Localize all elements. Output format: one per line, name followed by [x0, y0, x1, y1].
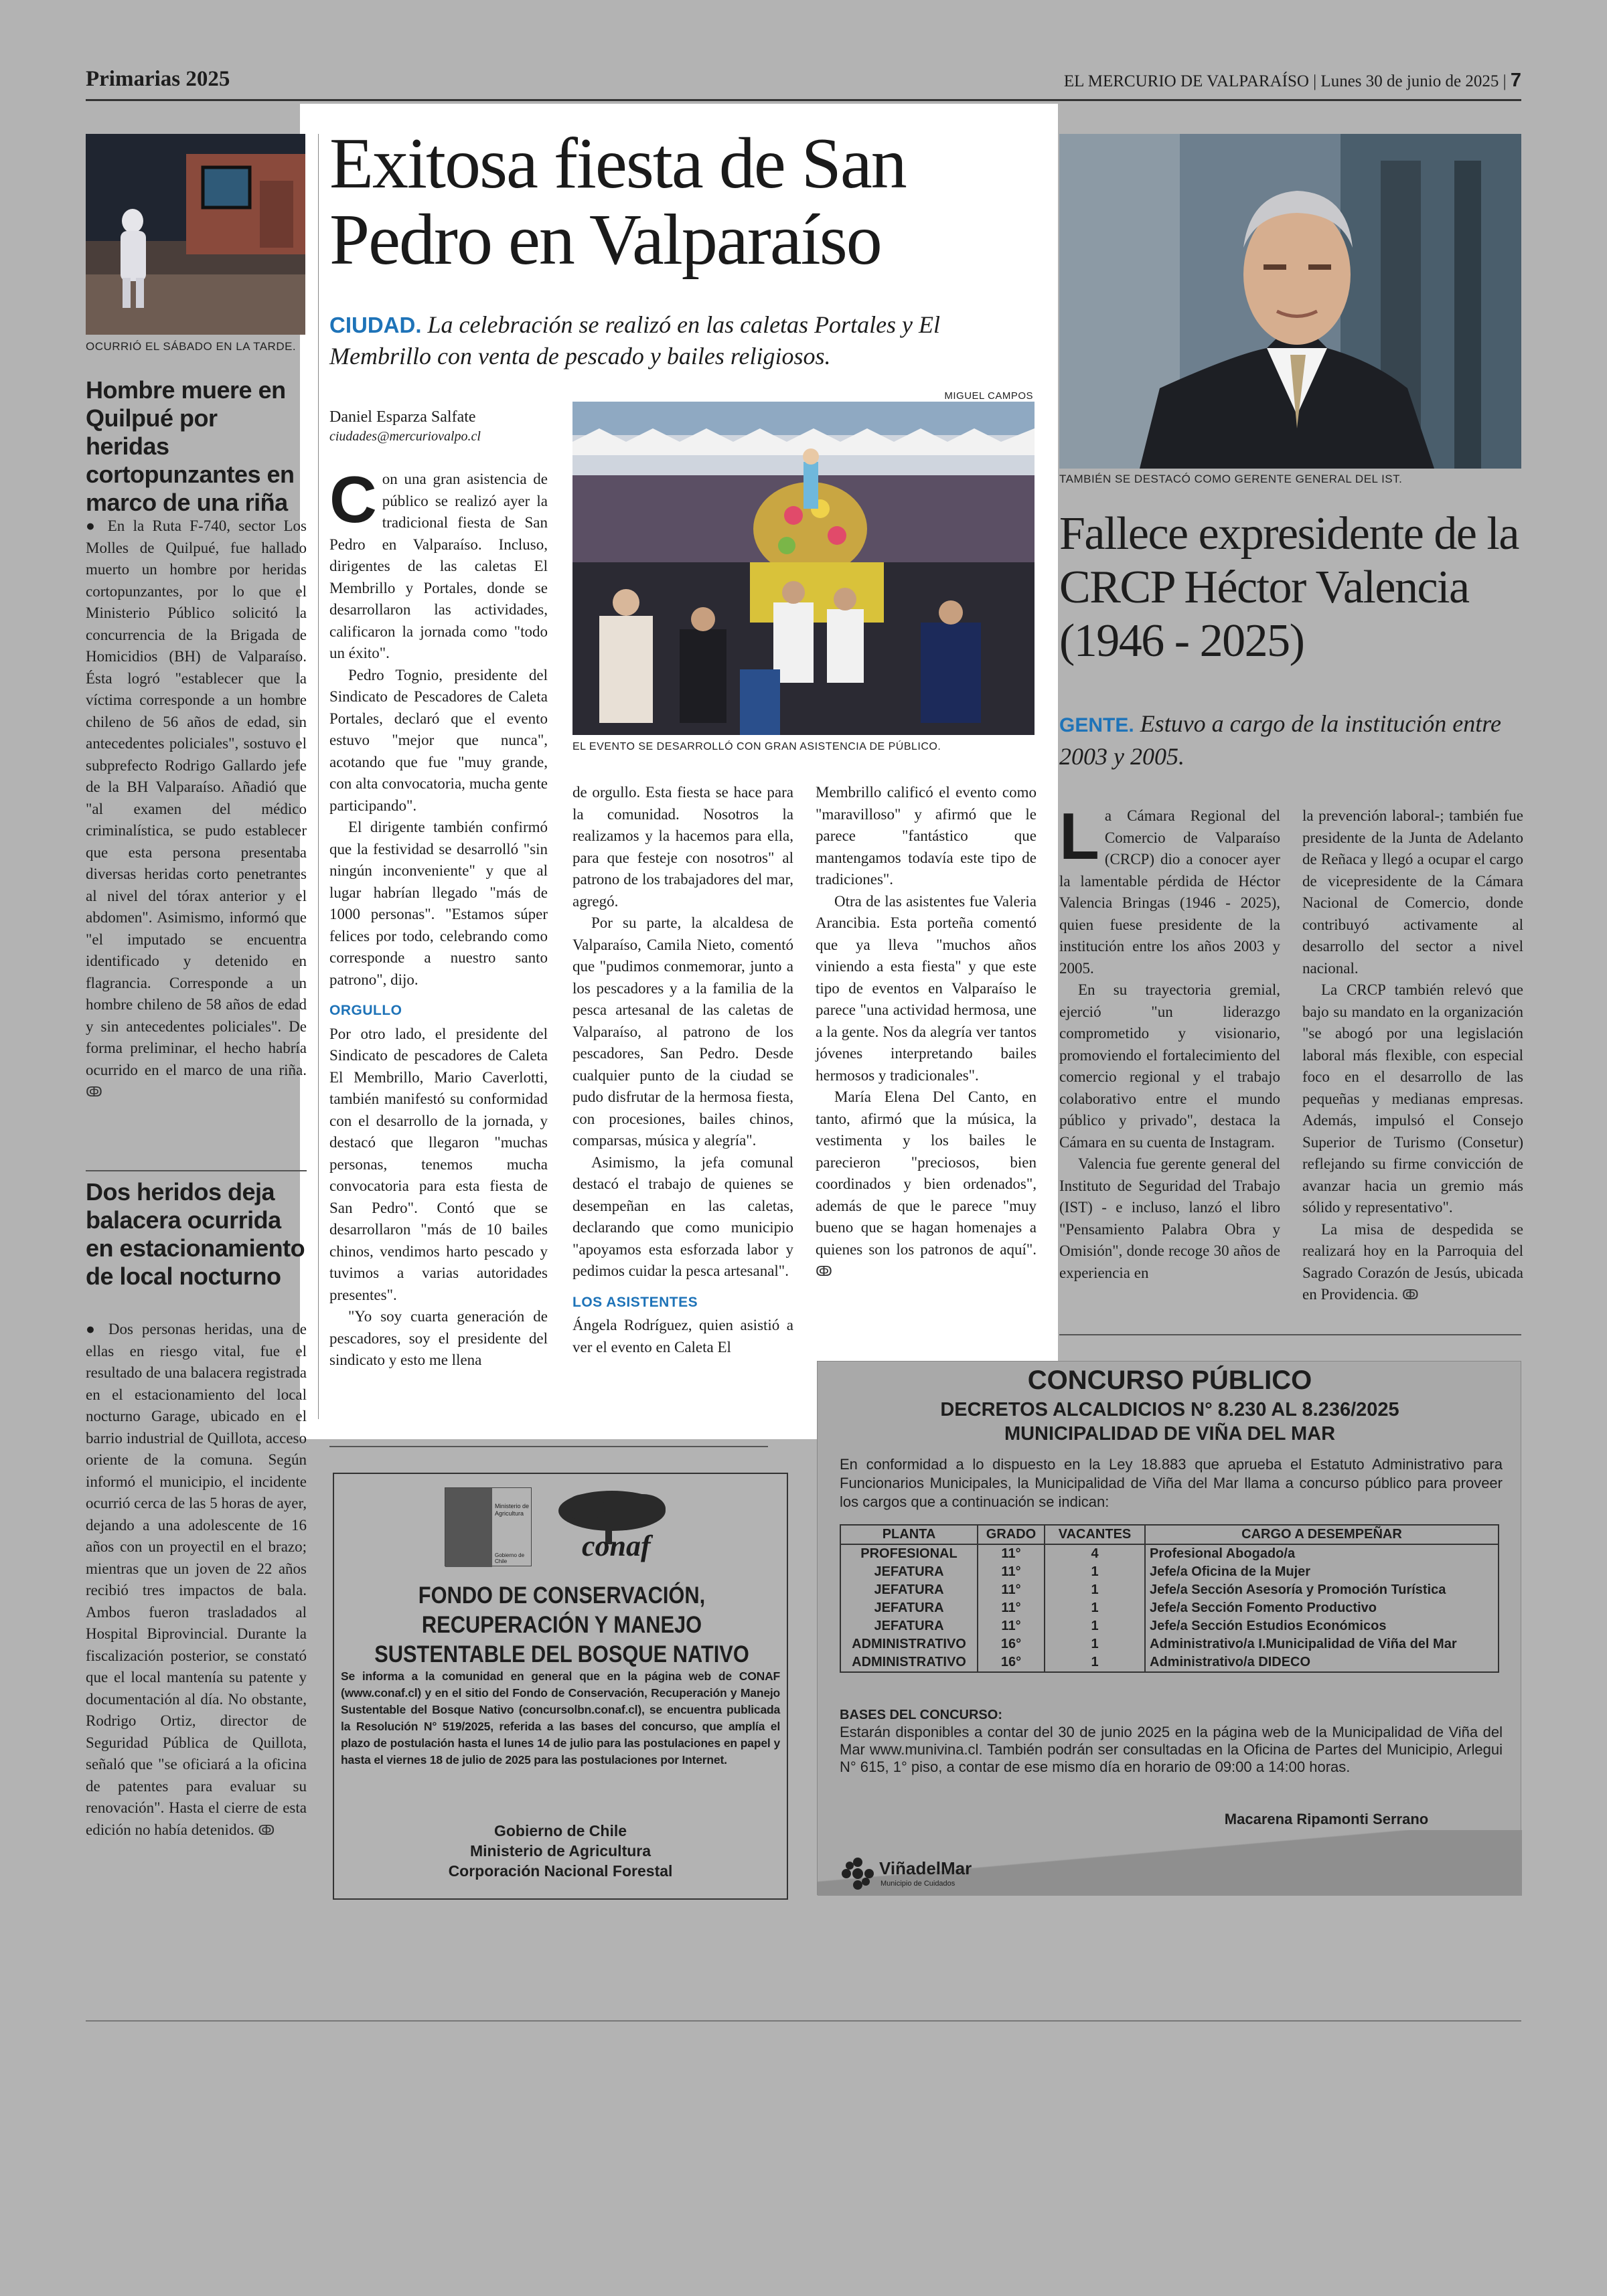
dateline-text: EL MERCURIO DE VALPARAÍSO | Lunes 30 de junio de 2025 |	[1063, 72, 1507, 90]
header-rule	[86, 99, 1521, 101]
dateline	[1064, 70, 1521, 92]
main-col3-p3: María Elena Del Canto, en tanto, afirmó que la música, la vestimenta y los bailes le parecieron "preciosos, bien coordinados y bien ordenados", además de que le parece "muy bueno que se hagan homenajes a quienes son los patronos de aquí".	[816, 1088, 1037, 1258]
table-cell: Jefe/a Sección Asesoría y Promoción Turística	[1150, 1582, 1446, 1597]
main-kicker: CIUDAD.	[329, 313, 422, 337]
bullet-icon: ●	[86, 517, 108, 534]
conaf-logo	[548, 1487, 676, 1566]
subhead-asistentes: LOS ASISTENTES	[572, 1294, 698, 1310]
byline-block	[329, 408, 557, 444]
table-header-cell: GRADO	[978, 1525, 1045, 1544]
conaf-sign-3: Corporación Nacional Forestal	[448, 1862, 673, 1880]
main-col1-p1: on una gran asistencia de público se realizó ayer la tradicional fiesta de San Pedro en Valparaíso. Incluso, dirigentes de las caletas El Membrillo y Portales, donde se desarrollaron las actividades, calificaron la jornada como "todo un éxito".	[329, 471, 548, 661]
right-col1-p2: En su trayectoria gremial, ejerció "un liderazgo comprometido y visionario, promoviendo el fortalecimiento del comercio regional y el trabajo colaborativo entre el mundo público y privado", destaca la Cámara en su cuenta de Instagram.	[1059, 981, 1280, 1151]
right-col1-p1: a Cámara Regional del Comercio de Valparaíso (CRCP) dio a conocer ayer la lamentable pérdida de Héctor Valencia Bringas (1946 - 2025), quien fuese presidente de la institución entre los años 2003 y 2005.	[1059, 807, 1280, 977]
table-row	[840, 1563, 1499, 1581]
main-col3-p1: Membrillo calificó el evento como "maravilloso" y afirmó que le parece "fantástico que mantengamos todavía este tipo de tradiciones".	[816, 784, 1037, 888]
table-cell: 11°	[978, 1563, 1045, 1581]
main-dropcap: C	[329, 463, 377, 536]
subhead-orgullo: ORGULLO	[329, 1003, 402, 1018]
story2-headline: Dos heridos deja balacera ocurrida en estacionamiento de local nocturno	[86, 1178, 305, 1290]
story1-text: En la Ruta F-740, sector Los Molles de Quilpué, fue hallado muerto un hombre por heridas cortopunzantes, por lo que el Ministerio Público solicitó la concurrencia de la Brigada de Homicidios (BH) de Valparaíso. Ésta logró "establecer que la víctima corresponde a un hombre chileno de 56 años de edad, sin antecedentes policiales", sostuvo el subprefecto Rodrigo Gallardo jefe de la BH Valparaíso. Añadió que "al examen del médico criminalística, se pudo establecer que esta persona presentaba diversas heridas corto penetrantes al nivel del tórax anterior y el abdomen". Asimismo, informó que "el imputado se encuentra identificado y detenido en flagrancia. Corresponde a un hombre chileno de 58 años de edad y sin antecedentes policiales". De forma preliminar, el hecho habría ocurrido en el marco de una riña.	[86, 517, 307, 1078]
table-cell: 1	[1045, 1635, 1145, 1653]
story2-body	[86, 1319, 307, 1841]
main-col1-p4: Por otro lado, el presidente del Sindicato de pescadores de Caleta El Membrillo, Mario Caverlotti, también manifestó su conformidad con el desarrollo de la jornada, y destacó que llegaron "muchas personas, tenemos mucha convocatoria para esta fiesta de San Pedro". Contó que se desarrollaron "más de 10 bailes chinos, vendimos harto pescado y tuvimos a varias autoridades presentes".	[329, 1025, 548, 1303]
vina-ad	[817, 1361, 1521, 1895]
table-cell: Profesional Abogado/a	[1150, 1546, 1296, 1561]
vina-table-body	[840, 1544, 1499, 1672]
main-col2-p1: de orgullo. Esta fiesta se hace para la comunidad. Nosotros la realizamos y la hacemos para ella, para que festeje con nosotros" al patrono de los trabajadores del mar, agregó.	[572, 784, 793, 910]
right-col2-p2: La CRCP también relevó que bajo su mandato en la organización "se abogó por una legislación laboral más flexible, con especial foco en el desarrollo de las pequeñas y medianas empresas. Además, impulsó el Consejo Superior de Turismo (Consetur) reflejando su firme convicción de avanzar hacia un gremio más sólido y representativo".	[1302, 981, 1523, 1216]
vina-subtitle-2: MUNICIPALIDAD DE VIÑA DEL MAR	[1004, 1423, 1336, 1445]
right-kicker: GENTE.	[1059, 714, 1134, 736]
end-mark-icon: ↂ	[258, 1821, 275, 1838]
table-cell: Administrativo/a I.Municipalidad de Viña del Mar	[1150, 1637, 1457, 1651]
column-rule-left	[318, 134, 319, 1419]
table-cell: 11°	[978, 1599, 1045, 1617]
right-col-2	[1302, 805, 1523, 1306]
festival-crowd-illustration	[572, 402, 1035, 735]
table-cell: 1	[1045, 1617, 1145, 1635]
conaf-ad	[333, 1473, 788, 1900]
table-cell: 16°	[978, 1653, 1045, 1672]
right-deck	[1059, 708, 1521, 772]
main-deck	[329, 309, 1039, 372]
table-row	[840, 1635, 1499, 1653]
table-header-cell: PLANTA	[840, 1525, 978, 1544]
conaf-sign-2: Ministerio de Agricultura	[469, 1842, 652, 1860]
festival-photo	[572, 402, 1035, 735]
right-col1-p3: Valencia fue gerente general del Instituto de Seguridad del Trabajo (IST) - e incluso, lanzó el libro "Pensamiento Palabra Obra y Omisión", donde recoge 30 años de experiencia en	[1059, 1155, 1280, 1281]
crime-scene-photo	[86, 134, 305, 335]
table-cell: ADMINISTRATIVO	[840, 1635, 978, 1653]
conaf-logo-text: conaf	[582, 1530, 651, 1562]
vina-bases	[840, 1706, 1503, 1776]
table-header-cell: CARGO A DESEMPEÑAR	[1241, 1527, 1402, 1542]
right-col-1	[1059, 799, 1280, 1284]
bullet-icon: ●	[86, 1321, 108, 1337]
table-row	[840, 1617, 1499, 1635]
table-cell: JEFATURA	[840, 1581, 978, 1599]
conaf-title: FONDO DE CONSERVACIÓN, RECUPERACIÓN Y MANEJO SUSTENTABLE DEL BOSQUE NATIVO	[374, 1582, 749, 1667]
table-cell: 1	[1045, 1599, 1145, 1617]
main-col1-p3: El dirigente también confirmó que la festividad se desarrolló "sin ningún inconveniente" y que al lugar habrían llegado "más de 1000 personas". "Estamos súper felices por todo, celebrando como corresponde a nuestro santo patrono", dijo.	[329, 819, 548, 988]
table-row	[840, 1544, 1499, 1563]
table-cell: 1	[1045, 1581, 1145, 1599]
vina-logo-sub: Municipio de Cuidados	[881, 1880, 955, 1888]
crime-photo-caption: OCURRIÓ EL SÁBADO EN LA TARDE.	[86, 340, 297, 353]
table-cell: PROFESIONAL	[840, 1544, 978, 1563]
main-col2-p3: Asimismo, la jefa comunal destacó el trabajo de quienes se desempeñan en las caletas, declarando que como municipio "apoyamos esta esforzada labor y pedimos cuidar la pesca artesanal".	[572, 1153, 793, 1279]
main-col-3	[816, 782, 1037, 1283]
table-cell: Jefe/a Sección Estudios Económicos	[1150, 1619, 1387, 1633]
table-row	[840, 1653, 1499, 1672]
story1-headline: Hombre muere en Quilpué por heridas cortopunzantes en marco de una riña	[86, 376, 295, 516]
portrait-photo	[1059, 134, 1521, 469]
main-col1-p5: "Yo soy cuarta generación de pescadores, soy el presidente del sindicato y esto me llena	[329, 1308, 548, 1368]
conaf-sign-1: Gobierno de Chile	[493, 1822, 627, 1839]
main-col-1	[329, 463, 548, 1372]
right-headline: Fallece expresidente de la CRCP Héctor Valencia (1946 - 2025)	[1059, 508, 1519, 667]
vina-logo-text: ViñadelMar	[879, 1858, 972, 1878]
table-cell: JEFATURA	[840, 1617, 978, 1635]
main-col2-p2: Por su parte, la alcaldesa de Valparaíso, Camila Nieto, comentó que "pudimos conmemorar, junto a los pescadores y a la familia de la pesca artesanal de las caletas de Valparaíso, al patrono de los pescadores, San Pedro. Desde cualquier punto de la ciudad se pudo disfrutar de la hermosa fiesta, con procesiones, bailes chinos, comparsas, música y alegría".	[572, 914, 793, 1149]
vina-intro: En conformidad a lo dispuesto en la Ley 18.883 que aprueba el Estatuto Administrativo para Funcionarios Municipales, la Municipalidad de Viña del Mar llama a concurso público para proveer los cargos que a continuación se indican:	[840, 1456, 1503, 1510]
left-divider	[86, 1170, 307, 1171]
vina-table-header	[840, 1525, 1499, 1544]
table-cell: 1	[1045, 1563, 1145, 1581]
byline-name: Daniel Esparza Salfate	[329, 408, 476, 426]
main-headline: Exitosa fiesta de San Pedro en Valparaíso	[329, 124, 906, 280]
ministry-logo	[445, 1487, 532, 1566]
table-row	[840, 1599, 1499, 1617]
festival-photo-caption: EL EVENTO SE DESARROLLÓ CON GRAN ASISTENCIA DE PÚBLICO.	[572, 741, 941, 752]
main-col3-p2: Otra de las asistentes fue Valeria Arancibia. Esta porteña comentó que ya lleva "muchos años viniendo a esta fiesta" y que este tipo de eventos en Valparaíso le parece "una actividad hermosa, une a la gente. Nos da alegría ver tantos jóvenes interpretando bailes hermosos y tradicionales".	[816, 892, 1037, 1084]
vina-bases-label: BASES DEL CONCURSO:	[840, 1708, 1002, 1722]
table-cell: 11°	[978, 1581, 1045, 1599]
right-deck-text: Estuvo a cargo de la institución entre 2003 y 2005.	[1059, 710, 1501, 770]
table-cell: 4	[1045, 1544, 1145, 1563]
table-cell: 1	[1045, 1653, 1145, 1672]
table-cell: JEFATURA	[840, 1563, 978, 1581]
byline-email: ciudades@mercuriovalpo.cl	[329, 429, 481, 444]
end-mark-icon: ↂ	[86, 1084, 102, 1100]
right-col2-p1: la prevención laboral-; también fue presidente de la Junta de Adelanto de Reñaca y llegó a ocupar el cargo de vicepresidente de la Cámara Nacional de Comercio, donde contribuyó activamente al desarrollo del sector a nivel nacional.	[1302, 807, 1523, 977]
table-cell: Jefe/a Oficina de la Mujer	[1150, 1564, 1311, 1579]
table-header-cell: VACANTES	[1045, 1525, 1145, 1544]
photo-credit: MIGUEL CAMPOS	[944, 390, 1033, 402]
end-mark-icon: ↂ	[816, 1263, 832, 1279]
ministry-name: Ministerio de Agricultura	[495, 1503, 530, 1517]
vina-signer-name: Macarena Ripamonti Serrano	[1224, 1811, 1429, 1827]
ministry-gov: Gobierno de Chile	[495, 1552, 525, 1564]
table-row	[840, 1581, 1499, 1599]
table-cell: 16°	[978, 1635, 1045, 1653]
main-col-2	[572, 782, 793, 1358]
section-label: Primarias 2025	[86, 67, 230, 91]
vina-bases-text: Estarán disponibles a contar del 30 de junio 2025 en la página web de la Municipalidad de Viña del Mar www.munivina.cl. También podrán ser consultadas en la Oficina de Partes del Municipio, Arlegui N° 615, 1° piso, a contar de ese mismo día en horario de 09:00 a 14:00 horas.	[840, 1724, 1503, 1775]
story1-body	[86, 515, 307, 1103]
vina-flower-icon	[838, 1857, 878, 1890]
table-cell: 11°	[978, 1544, 1045, 1563]
right-col2-p3: La misa de despedida se realizará hoy en la Parroquia del Sagrado Corazón de Jesús, ubicada en Providencia.	[1302, 1220, 1523, 1303]
end-mark-icon: ↂ	[1401, 1287, 1419, 1303]
vina-positions-table	[840, 1524, 1499, 1673]
page-number: 7	[1510, 70, 1521, 91]
right-divider	[1059, 1334, 1521, 1335]
main-col1-p2: Pedro Tognio, presidente del Sindicato de Pescadores de Caleta Portales, declaró que el evento estuvo "mejor que nunca", acotando que fue "muy grande, con alta convocatoria, mucha gente participando".	[329, 666, 548, 814]
crime-scene-illustration	[86, 134, 305, 335]
ministry-logo-band	[445, 1488, 492, 1567]
table-cell: Jefe/a Sección Fomento Productivo	[1150, 1601, 1377, 1615]
table-cell: Administrativo/a DIDECO	[1150, 1655, 1311, 1669]
conaf-body: Se informa a la comunidad en general que en la página web de CONAF (www.conaf.cl) y en el sitio del Fondo de Conservación, Recuperación y Manejo Sustentable del Bosque Nativo (concursolbn.conaf.cl), se encuentra publicada la Resolución N° 519/2025, referida a las bases del concurso, que amplía el plazo de postulación hasta el lunes 14 de julio para las postulaciones en papel y hasta el viernes 18 de julio de 2025 para las postulaciones por Internet.	[341, 1669, 780, 1767]
portrait-caption: TAMBIÉN SE DESTACÓ COMO GERENTE GENERAL DEL IST.	[1059, 473, 1403, 485]
vina-title: CONCURSO PÚBLICO	[1027, 1366, 1312, 1395]
vina-logo	[838, 1857, 998, 1890]
conaf-signature	[334, 1821, 787, 1881]
table-cell: ADMINISTRATIVO	[840, 1653, 978, 1672]
bottom-page-rule	[86, 2020, 1521, 2022]
article-highlight-extension	[820, 1332, 1058, 1359]
portrait-illustration	[1059, 134, 1521, 469]
main-bottom-rule	[329, 1446, 768, 1447]
main-deck-text: La celebración se realizó en las caletas Portales y El Membrillo con venta de pescado y bailes religiosos.	[329, 311, 941, 370]
story2-text: Dos personas heridas, una de ellas en riesgo vital, fue el resultado de una balacera registrada en el estacionamiento del local nocturno Garage, ubicado en el barrio industrial de Quillota, acceso oriente de la comuna. Según informó el municipio, el incidente ocurrió cerca de las 5 horas de ayer, dejando a una adolescente de 16 años con un proyectil en el brazo; mientras que un joven de 22 años recibió tres impactos de bala. Ambos fueron trasladados al Hospital Biprovincial. Durante la fiscalización posterior, se constató que el local mantenía su patente y documentación al día. No obstante, Rodrigo Ortiz, director de Seguridad Pública de Quillota, señaló que "se oficiará a la oficina de patentes para evaluar su renovación". Hasta el cierre de esta edición no había detenidos.	[86, 1321, 307, 1838]
table-cell: JEFATURA	[840, 1599, 978, 1617]
table-cell: 11°	[978, 1617, 1045, 1635]
right-dropcap: L	[1059, 799, 1099, 873]
vina-subtitle-1: DECRETOS ALCALDICIOS N° 8.230 AL 8.236/2025	[940, 1399, 1399, 1420]
main-col2-p4: Ángela Rodríguez, quien asistió a ver el evento en Caleta El	[572, 1317, 793, 1356]
